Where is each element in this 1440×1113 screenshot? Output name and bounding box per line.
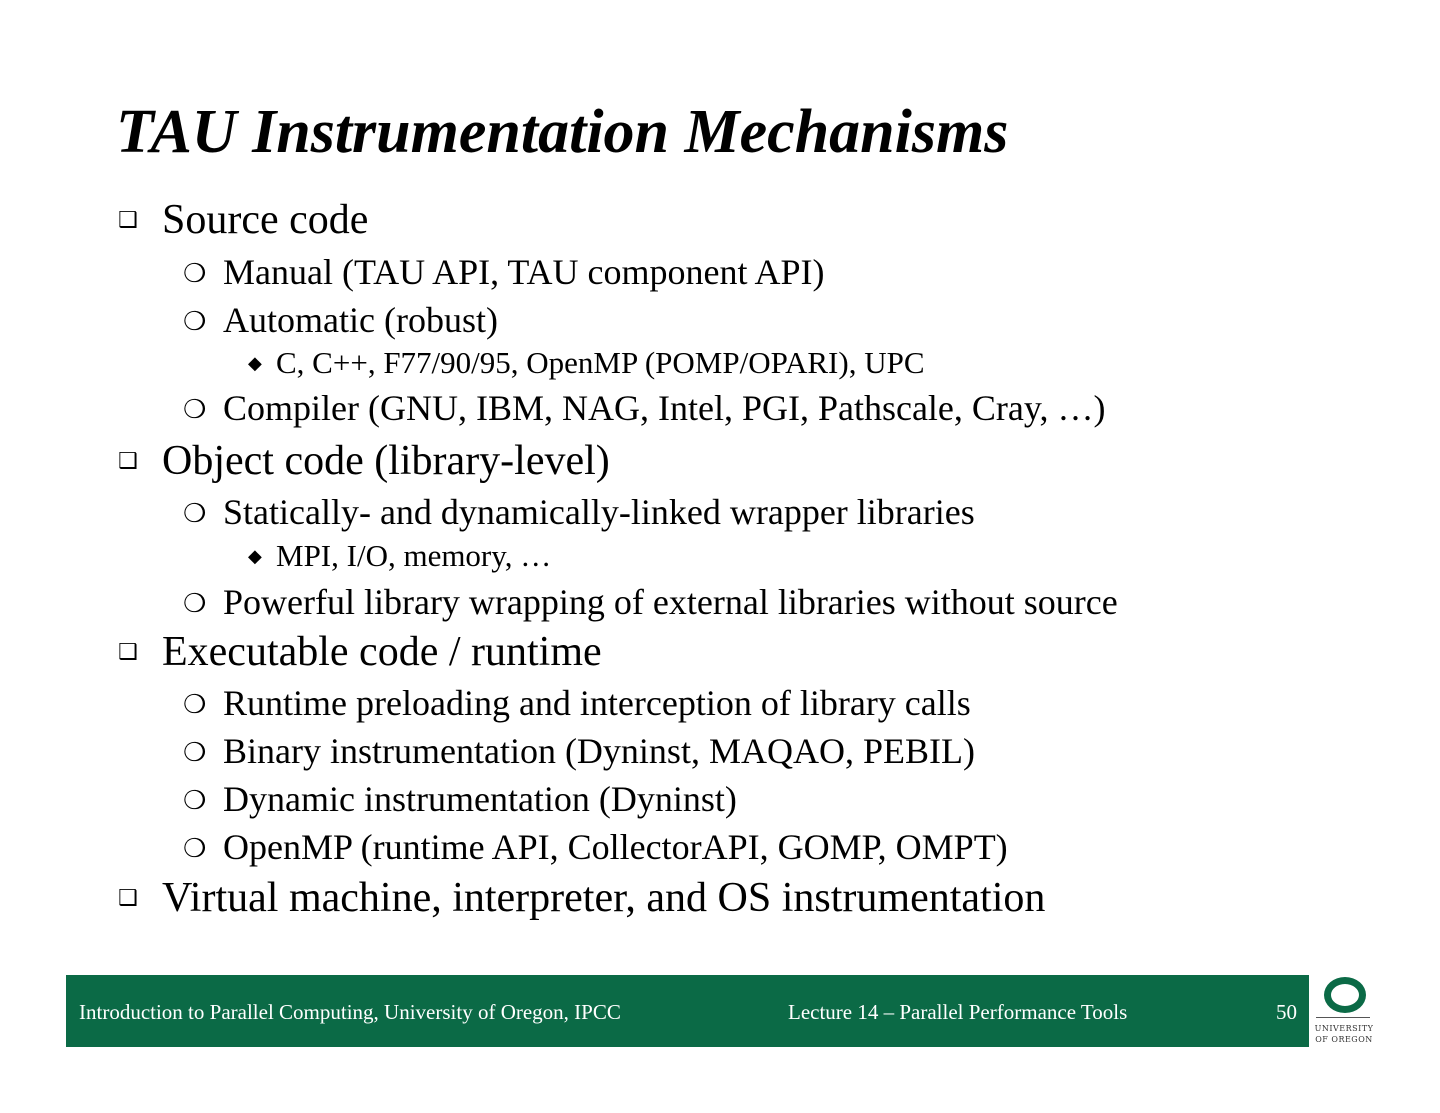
bullet-text: Manual (TAU API, TAU component API): [223, 252, 825, 292]
logo-wordmark: [1314, 1023, 1374, 1045]
bullet-text: MPI, I/O, memory, …: [276, 538, 552, 573]
bullet-wrapper-libraries: [183, 491, 975, 535]
bullet-text: Binary instrumentation (Dyninst, MAQAO, PEBIL): [223, 731, 975, 771]
bullet-openmp: [183, 826, 1008, 870]
o-logo-icon: [1324, 977, 1366, 1013]
square-bullet-icon: ❑: [118, 886, 138, 911]
circle-bullet-icon: ❍: [183, 307, 207, 337]
circle-bullet-icon: ❍: [183, 499, 207, 529]
circle-bullet-icon: ❍: [183, 589, 207, 619]
bullet-mpi-io: [248, 538, 551, 575]
bullet-text: Statically- and dynamically-linked wrapper libraries: [223, 492, 975, 532]
bullet-languages: [248, 345, 925, 382]
bullet-text: Runtime preloading and interception of library calls: [223, 683, 971, 723]
bullet-text: Object code (library-level): [162, 438, 610, 484]
diamond-bullet-icon: ◆: [248, 546, 262, 567]
bullet-text: Compiler (GNU, IBM, NAG, Intel, PGI, Pathscale, Cray, …): [223, 388, 1106, 428]
bullet-text: Executable code / runtime: [162, 629, 602, 675]
footer-bar: [66, 975, 1309, 1047]
bullet-text: Virtual machine, interpreter, and OS instrumentation: [162, 875, 1046, 921]
university-of-oregon-logo: [1312, 975, 1380, 1047]
circle-bullet-icon: ❍: [183, 259, 207, 289]
bullet-text: Source code: [162, 197, 369, 243]
bullet-text: Powerful library wrapping of external libraries without source: [223, 582, 1118, 622]
bullet-automatic: [183, 299, 498, 343]
page-number: 50: [1276, 1000, 1297, 1024]
bullet-executable-code: [118, 628, 602, 677]
bullet-runtime-preloading: [183, 682, 971, 726]
bullet-text: Dynamic instrumentation (Dyninst): [223, 779, 737, 819]
circle-bullet-icon: ❍: [183, 834, 207, 864]
slide-title: TAU Instrumentation Mechanisms: [116, 98, 1009, 166]
logo-line-2: OF OREGON: [1315, 1035, 1373, 1044]
footer-lecture: Lecture 14 – Parallel Performance Tools: [788, 1000, 1128, 1024]
bullet-library-wrapping: [183, 581, 1118, 625]
square-bullet-icon: ❑: [118, 208, 138, 233]
bullet-object-code: [118, 437, 610, 486]
bullet-binary-instrumentation: [183, 730, 975, 774]
footer-course: Introduction to Parallel Computing, University of Oregon, IPCC: [79, 1000, 621, 1024]
bullet-text: Automatic (robust): [223, 300, 498, 340]
circle-bullet-icon: ❍: [183, 690, 207, 720]
bullet-text: C, C++, F77/90/95, OpenMP (POMP/OPARI), UPC: [276, 345, 925, 380]
logo-line-1: UNIVERSITY: [1314, 1024, 1374, 1033]
bullet-source-code: [118, 196, 368, 245]
logo-divider: [1316, 1017, 1370, 1018]
circle-bullet-icon: ❍: [183, 738, 207, 768]
bullet-manual: [183, 251, 825, 295]
bullet-text: OpenMP (runtime API, CollectorAPI, GOMP, OMPT): [223, 827, 1008, 867]
bullet-virtual-machine: [118, 874, 1045, 923]
circle-bullet-icon: ❍: [183, 395, 207, 425]
diamond-bullet-icon: ◆: [248, 353, 262, 374]
circle-bullet-icon: ❍: [183, 786, 207, 816]
bullet-compiler: [183, 387, 1106, 431]
bullet-dynamic-instrumentation: [183, 778, 737, 822]
square-bullet-icon: ❑: [118, 640, 138, 665]
square-bullet-icon: ❑: [118, 449, 138, 474]
